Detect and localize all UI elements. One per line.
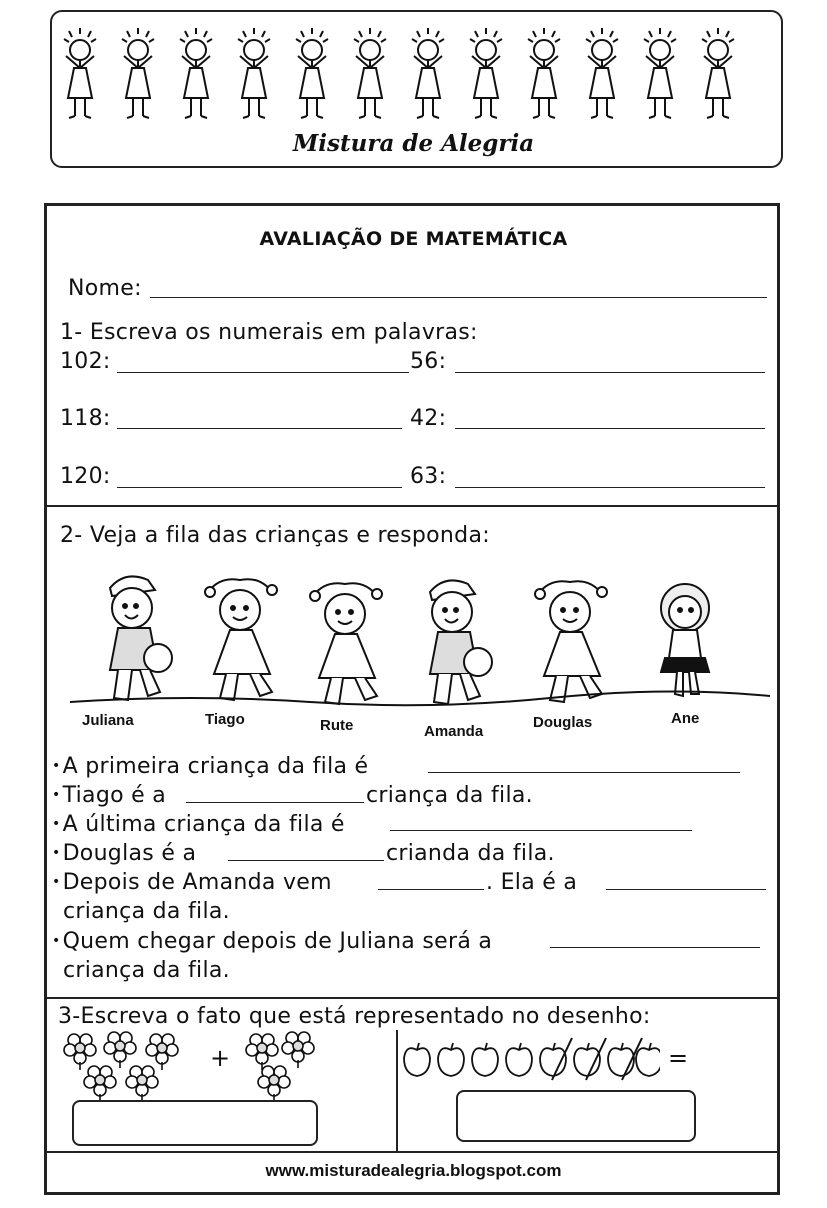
- name-answer-line[interactable]: [150, 297, 767, 298]
- column-divider: [396, 1030, 398, 1151]
- answer-line[interactable]: [117, 487, 402, 488]
- numeral-label: 118:: [60, 406, 111, 431]
- child-name: Douglas: [533, 714, 593, 731]
- children-queue-illustration: [70, 570, 770, 720]
- answer-line[interactable]: [455, 487, 765, 488]
- answer-box-apples[interactable]: [456, 1090, 696, 1142]
- site-brand: Mistura de Alegria: [292, 130, 535, 157]
- statement-text: • Quem chegar depois de Juliana será a: [52, 929, 492, 954]
- answer-line[interactable]: [117, 372, 409, 373]
- apples-illustration: [400, 1036, 660, 1082]
- answer-line[interactable]: [378, 889, 484, 890]
- statement-text: criança da fila.: [366, 783, 533, 808]
- statement-text: crianda da fila.: [386, 841, 555, 866]
- footer-url[interactable]: www.misturadealegria.blogspot.com: [265, 1161, 562, 1180]
- answer-line[interactable]: [455, 372, 765, 373]
- answer-line[interactable]: [186, 802, 364, 803]
- child-name: Ane: [671, 710, 700, 727]
- answer-line[interactable]: [390, 830, 692, 831]
- statement-text: . Ela é a: [486, 870, 578, 895]
- answer-line[interactable]: [455, 428, 765, 429]
- answer-line[interactable]: [228, 860, 384, 861]
- equals-sign: =: [668, 1044, 689, 1072]
- question-1-prompt: 1- Escreva os numerais em palavras:: [60, 320, 478, 345]
- child-name: Juliana: [82, 712, 134, 729]
- statement-text: criança da fila.: [63, 899, 230, 924]
- plus-sign: +: [210, 1044, 231, 1072]
- stick-figure-children-illustration: [60, 22, 770, 132]
- numeral-label: 102:: [60, 349, 111, 374]
- page-title: AVALIAÇÃO DE MATEMÁTICA: [259, 228, 568, 250]
- section-divider: [44, 1151, 780, 1153]
- section-divider: [44, 505, 780, 507]
- section-divider: [44, 997, 780, 999]
- answer-line[interactable]: [606, 889, 766, 890]
- numeral-label: 63:: [410, 464, 447, 489]
- numeral-label: 42:: [410, 406, 447, 431]
- answer-line[interactable]: [117, 428, 402, 429]
- statement-text: • Douglas é a: [52, 841, 196, 866]
- numeral-label: 56:: [410, 349, 447, 374]
- answer-box-flowers[interactable]: [72, 1100, 318, 1146]
- child-name: Rute: [320, 717, 354, 734]
- child-name: Amanda: [424, 723, 484, 740]
- numeral-label: 120:: [60, 464, 111, 489]
- answer-line[interactable]: [550, 947, 760, 948]
- answer-line[interactable]: [428, 772, 740, 773]
- child-name: Tiago: [205, 711, 245, 728]
- statement-text: • A última criança da fila é: [52, 812, 345, 837]
- statement-text: • A primeira criança da fila é: [52, 754, 368, 779]
- name-label: Nome:: [68, 276, 142, 301]
- question-3-prompt: 3-Escreva o fato que está representado no desenho:: [58, 1004, 651, 1029]
- statement-text: • Depois de Amanda vem: [52, 870, 332, 895]
- question-2-prompt: 2- Veja a fila das crianças e responda:: [60, 523, 490, 548]
- statement-text: criança da fila.: [63, 958, 230, 983]
- statement-text: • Tiago é a: [52, 783, 166, 808]
